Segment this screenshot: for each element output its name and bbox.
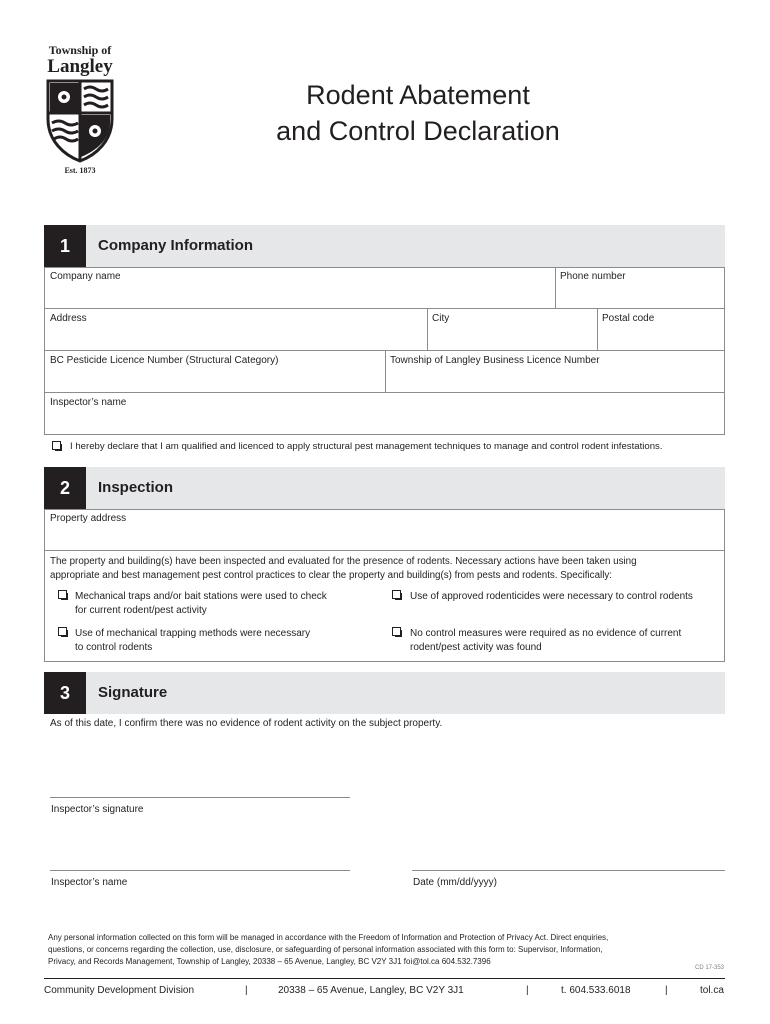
inspector-signature-label: Inspector’s signature [51,804,144,815]
section-1-number: 1 [44,225,86,267]
mechanical-trapping-line2: to control rodents [75,642,153,653]
shield-logo-icon [46,79,114,163]
address-label: Address [50,313,87,324]
section-1-title: Company Information [98,237,254,254]
inspector-name-label: Inspector’s name [50,397,127,408]
inspection-statement-line1: The property and building(s) have been inspected and evaluated for the presence of rodents. Necessary actions have been taken using [50,556,637,567]
inspector-name-sig-label: Inspector’s name [51,877,128,888]
property-address-label: Property address [50,513,127,524]
privacy-notice [48,932,728,968]
section-3-number: 3 [44,672,86,714]
section-3-header [44,672,725,714]
mechanical-trapping-line1: Use of mechanical trapping methods were necessary [75,628,311,639]
mechanical-traps-line2: for current rodent/pest activity [75,605,207,616]
section-2-number: 2 [44,467,86,509]
section-1-header [44,225,725,267]
business-licence-label: Township of Langley Business Licence Number [390,355,600,366]
no-control-line2: rodent/pest activity was found [410,642,542,653]
footer-rule [44,978,725,979]
privacy-line3: Privacy, and Records Management, Township of Langley, 20338 – 65 Avenue, Langley, BC V2Y 3J1 foi@tol.ca 604.532.7396 [48,957,491,966]
no-control-checkbox[interactable] [392,627,401,636]
form-title-line1: Rodent Abatement [306,80,530,110]
postal-code-field[interactable] [602,313,720,345]
footer-separator: | [526,985,529,996]
property-address-field[interactable] [50,513,720,545]
pesticide-licence-label: BC Pesticide Licence Number (Structural Category) [50,355,279,366]
logo-established: Est. 1873 [64,166,96,175]
footer-website[interactable]: tol.ca [700,985,724,996]
mechanical-traps-checkbox[interactable] [58,590,67,599]
business-licence-field[interactable] [390,355,720,387]
footer-separator: | [245,985,248,996]
footer-phone: t. 604.533.6018 [561,985,631,996]
address-field[interactable] [50,313,422,345]
footer [44,985,725,999]
form-title-line2: and Control Declaration [276,116,560,146]
no-control-line1: No control measures were required as no evidence of current [410,628,682,639]
form-title [240,77,596,149]
footer-separator: | [665,985,668,996]
inspector-name-field[interactable] [50,397,720,429]
date-line[interactable] [412,870,725,871]
confirmation-text: As of this date, I confirm there was no evidence of rodent activity on the subject property. [50,718,443,729]
postal-code-label: Postal code [602,313,655,324]
declaration-checkbox[interactable] [52,441,61,450]
mechanical-trapping-checkbox[interactable] [58,627,67,636]
mechanical-traps-line1: Mechanical traps and/or bait stations were used to check [75,591,327,602]
declaration-text: I hereby declare that I am qualified and licenced to apply structural pest management techniques to manage and control rodent infestations. [70,441,663,452]
city-label: City [432,313,450,324]
privacy-line1: Any personal information collected on this form will be managed in accordance with the Freedom of Information and Protection of Privacy Act. Direct enquiries, [48,933,609,942]
rodenticides-text: Use of approved rodenticides were necessary to control rodents [410,591,693,602]
section-3-title: Signature [98,684,168,701]
inspector-name-line[interactable] [50,870,350,871]
pesticide-licence-field[interactable] [50,355,380,387]
inspection-statement [50,555,722,583]
footer-address: 20338 – 65 Avenue, Langley, BC V2Y 3J1 [278,985,464,996]
section-2-title: Inspection [98,479,174,496]
rodenticides-checkbox[interactable] [392,590,401,599]
company-name-label: Company name [50,271,121,282]
phone-number-field[interactable] [560,271,720,303]
section-2-header [44,467,725,509]
phone-number-label: Phone number [560,271,626,282]
no-control-text [410,627,720,655]
mechanical-trapping-text [75,627,375,655]
privacy-line2: questions, or concerns regarding the collection, use, disclosure, or safeguarding of personal information associated with this form to: Supervisor, Information, [48,945,603,954]
inspector-signature-line[interactable] [50,797,350,798]
date-label: Date (mm/dd/yyyy) [413,877,497,888]
footer-division: Community Development Division [44,985,195,996]
company-name-field[interactable] [50,271,550,303]
logo-langley: Langley [47,56,113,77]
inspection-statement-line2: appropriate and best management pest control practices to clear the property and building(s) from pests and rodents. Specifically: [50,570,612,581]
mechanical-traps-text [75,590,375,618]
logo-township-of: Township of [48,43,112,57]
city-field[interactable] [432,313,592,345]
form-code: CD 17-353 [694,965,724,971]
